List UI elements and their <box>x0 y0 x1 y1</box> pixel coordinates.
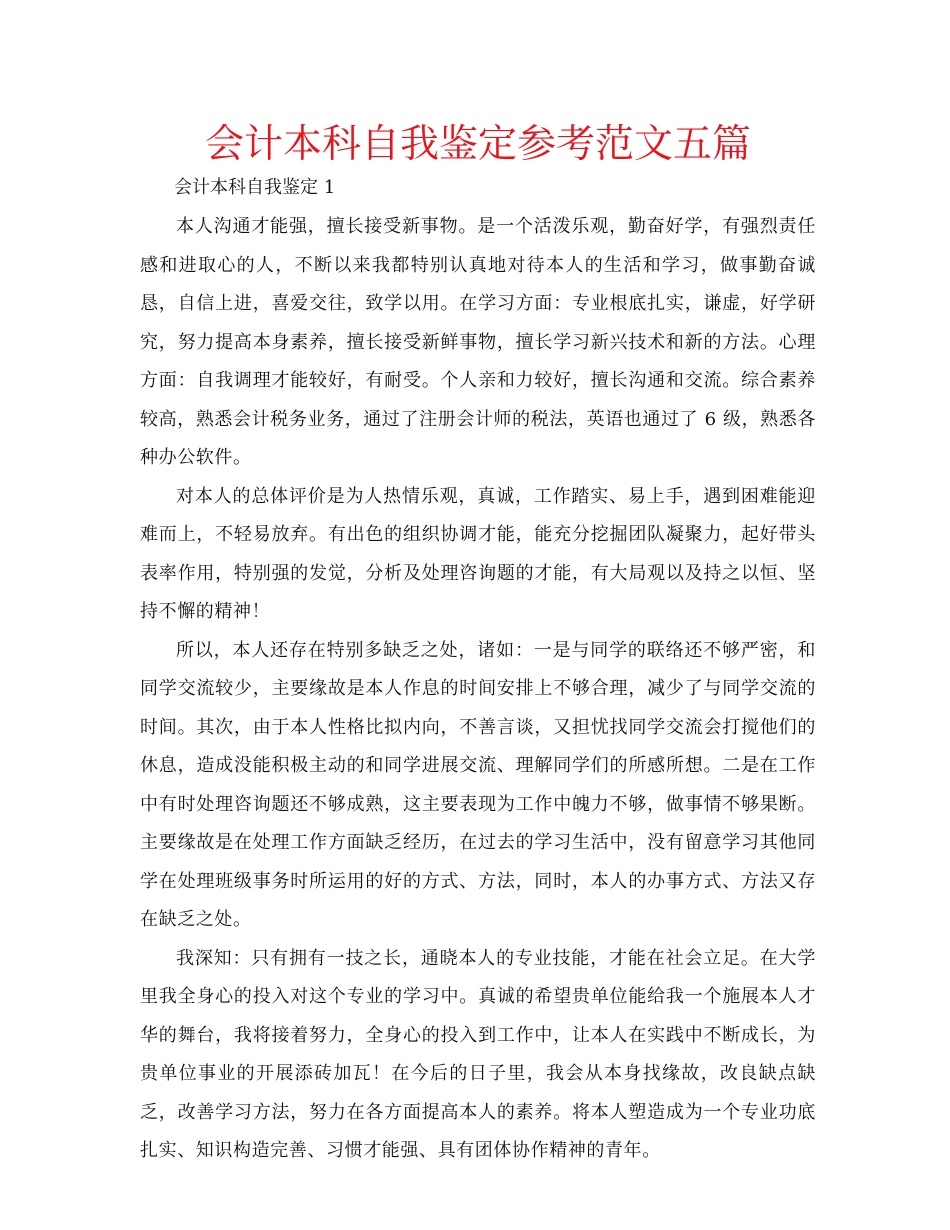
paragraph-3: 所以，本人还存在特别多缺乏之处，诸如：一是与同学的联络还不够严密，和同学交流较少，主要缘故是本人作息的时间安排上不够合理，减少了与同学交流的时间。其次，由于本人性格比拟内向，不善言谈，又担忧找同学交流会打搅他们的休息，造成没能积极主动的和同学进展交流、理解同学们的所感所想。二是在工作中有时处理咨询题还不够成熟，这主要表现为工作中魄力不够，做事情不够果断。主要缘故是在处理工作方面缺乏经历，在过去的学习生活中，没有留意学习其他同学在处理班级事务时所运用的好的方式、方法，同时，本人的办事方式、方法又存在缺乏之处。 <box>140 639 816 930</box>
paragraph-1: 本人沟通才能强，擅长接受新事物。是一个活泼乐观，勤奋好学，有强烈责任感和进取心的人，不断以来我都特别认真地对待本人的生活和学习，做事勤奋诚恳，自信上进，喜爱交往，致学以用。在学习方面：专业根底扎实，谦虚，好学研究，努力提高本身素养，擅长接受新鲜事物，擅长学习新兴技术和新的方法。心理方面：自我调理才能较好，有耐受。个人亲和力较好，擅长沟通和交流。综合素养较高，熟悉会计税务业务，通过了注册会计师的税法，英语也通过了 6 级，熟悉各种办公软件。 <box>140 216 816 468</box>
section-heading: 会计本科自我鉴定 1 <box>174 177 336 198</box>
document-body <box>140 208 816 1171</box>
paragraph-2: 对本人的总体评价是为人热情乐观，真诚，工作踏实、易上手，遇到困难能迎难而上，不轻易放弃。有出色的组织协调才能，能充分挖掘团队凝聚力，起好带头表率作用，特别强的发觉，分析及处理咨询题的才能，有大局观以及持之以恒、坚持不懈的精神！ <box>140 485 816 622</box>
paragraph-4: 我深知：只有拥有一技之长，通晓本人的专业技能，才能在社会立足。在大学里我全身心的投入对这个专业的学习中。真诚的希望贵单位能给我一个施展本人才华的舞台，我将接着努力，全身心的投入到工作中，让本人在实践中不断成长，为贵单位事业的开展添砖加瓦！在今后的日子里，我会从本身找缘故，改良缺点缺乏，改善学习方法，努力在各方面提高本人的素养。将本人塑造成为一个专业功底扎实、知识构造完善、习惯才能强、具有团体协作精神的青年。 <box>140 947 816 1161</box>
document-title: 会计本科自我鉴定参考范文五篇 <box>204 122 751 167</box>
